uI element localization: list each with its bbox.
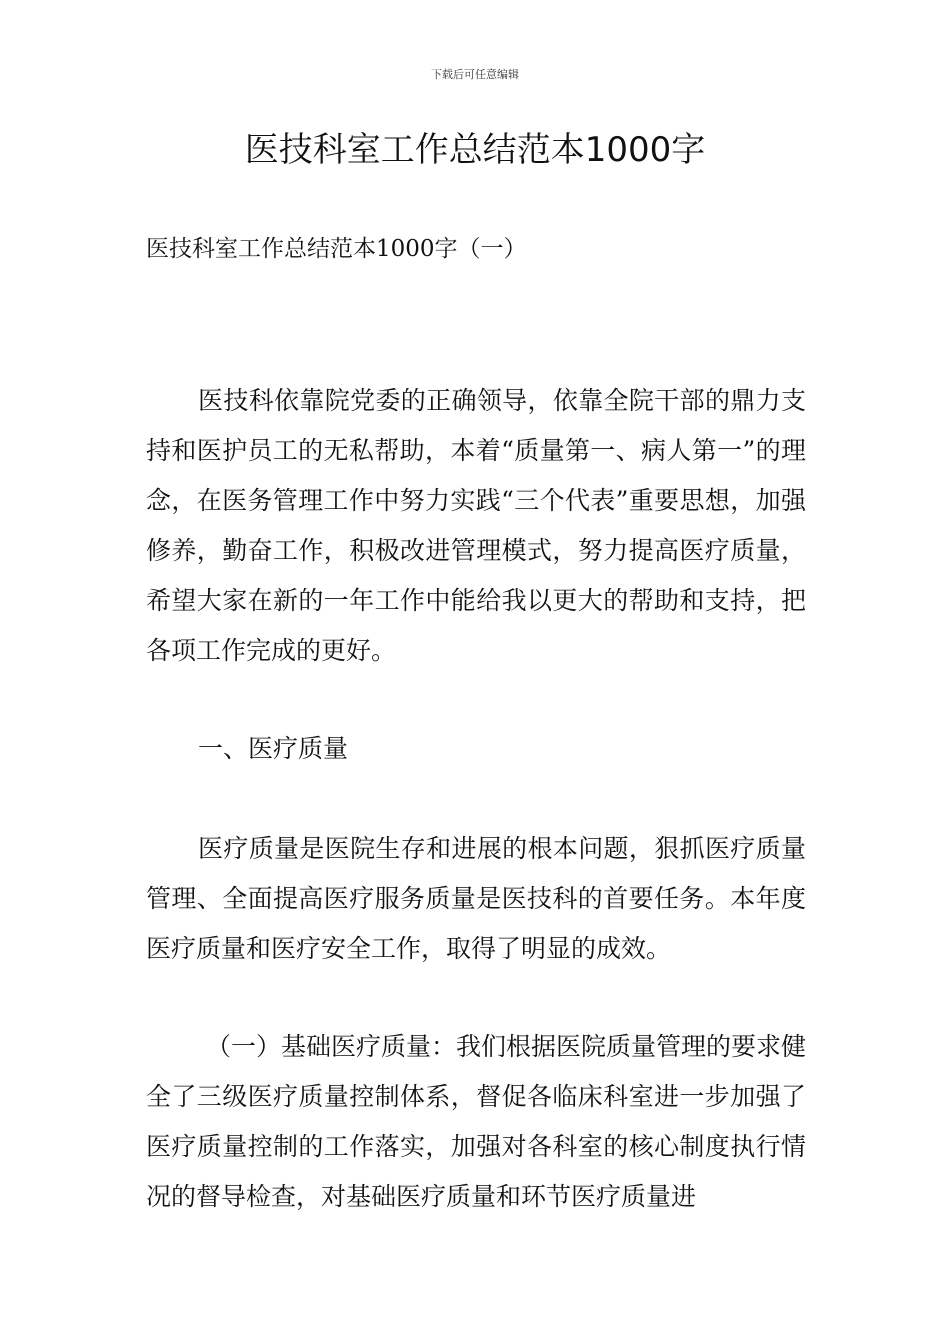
medical-quality-paragraph: 医疗质量是医院生存和进展的根本问题，狠抓医疗质量管理、全面提高医疗服务质量是医技科的首要任务。本年度医疗质量和医疗安全工作，取得了明显的成效。 [146,834,806,963]
header-note: 下载后可任意编辑 [431,68,519,81]
basic-medical-quality-paragraph: （一）基础医疗质量：我们根据医院质量管理的要求健全了三级医疗质量控制体系，督促各临床科室进一步加强了医疗质量控制的工作落实，加强对各科室的核心制度执行情况的督导检查，对基础医疗质量和环节医疗质量进 [146,1032,807,1211]
document-title: 医技科室工作总结范本1000字 [244,130,706,170]
intro-paragraph: 医技科依靠院党委的正确领导，依靠全院干部的鼎力支持和医护员工的无私帮助，本着“质量第一、病人第一”的理念，在医务管理工作中努力实践“三个代表”重要思想，加强修养，勤奋工作，积极改进管理模式，努力提高医疗质量，希望大家在新的一年工作中能给我以更大的帮助和支持，把各项工作完成的更好。 [146,386,806,665]
document-subtitle: 医技科室工作总结范本1000字（一） [146,236,527,262]
section-heading-medical-quality: 一、医疗质量 [198,734,349,763]
